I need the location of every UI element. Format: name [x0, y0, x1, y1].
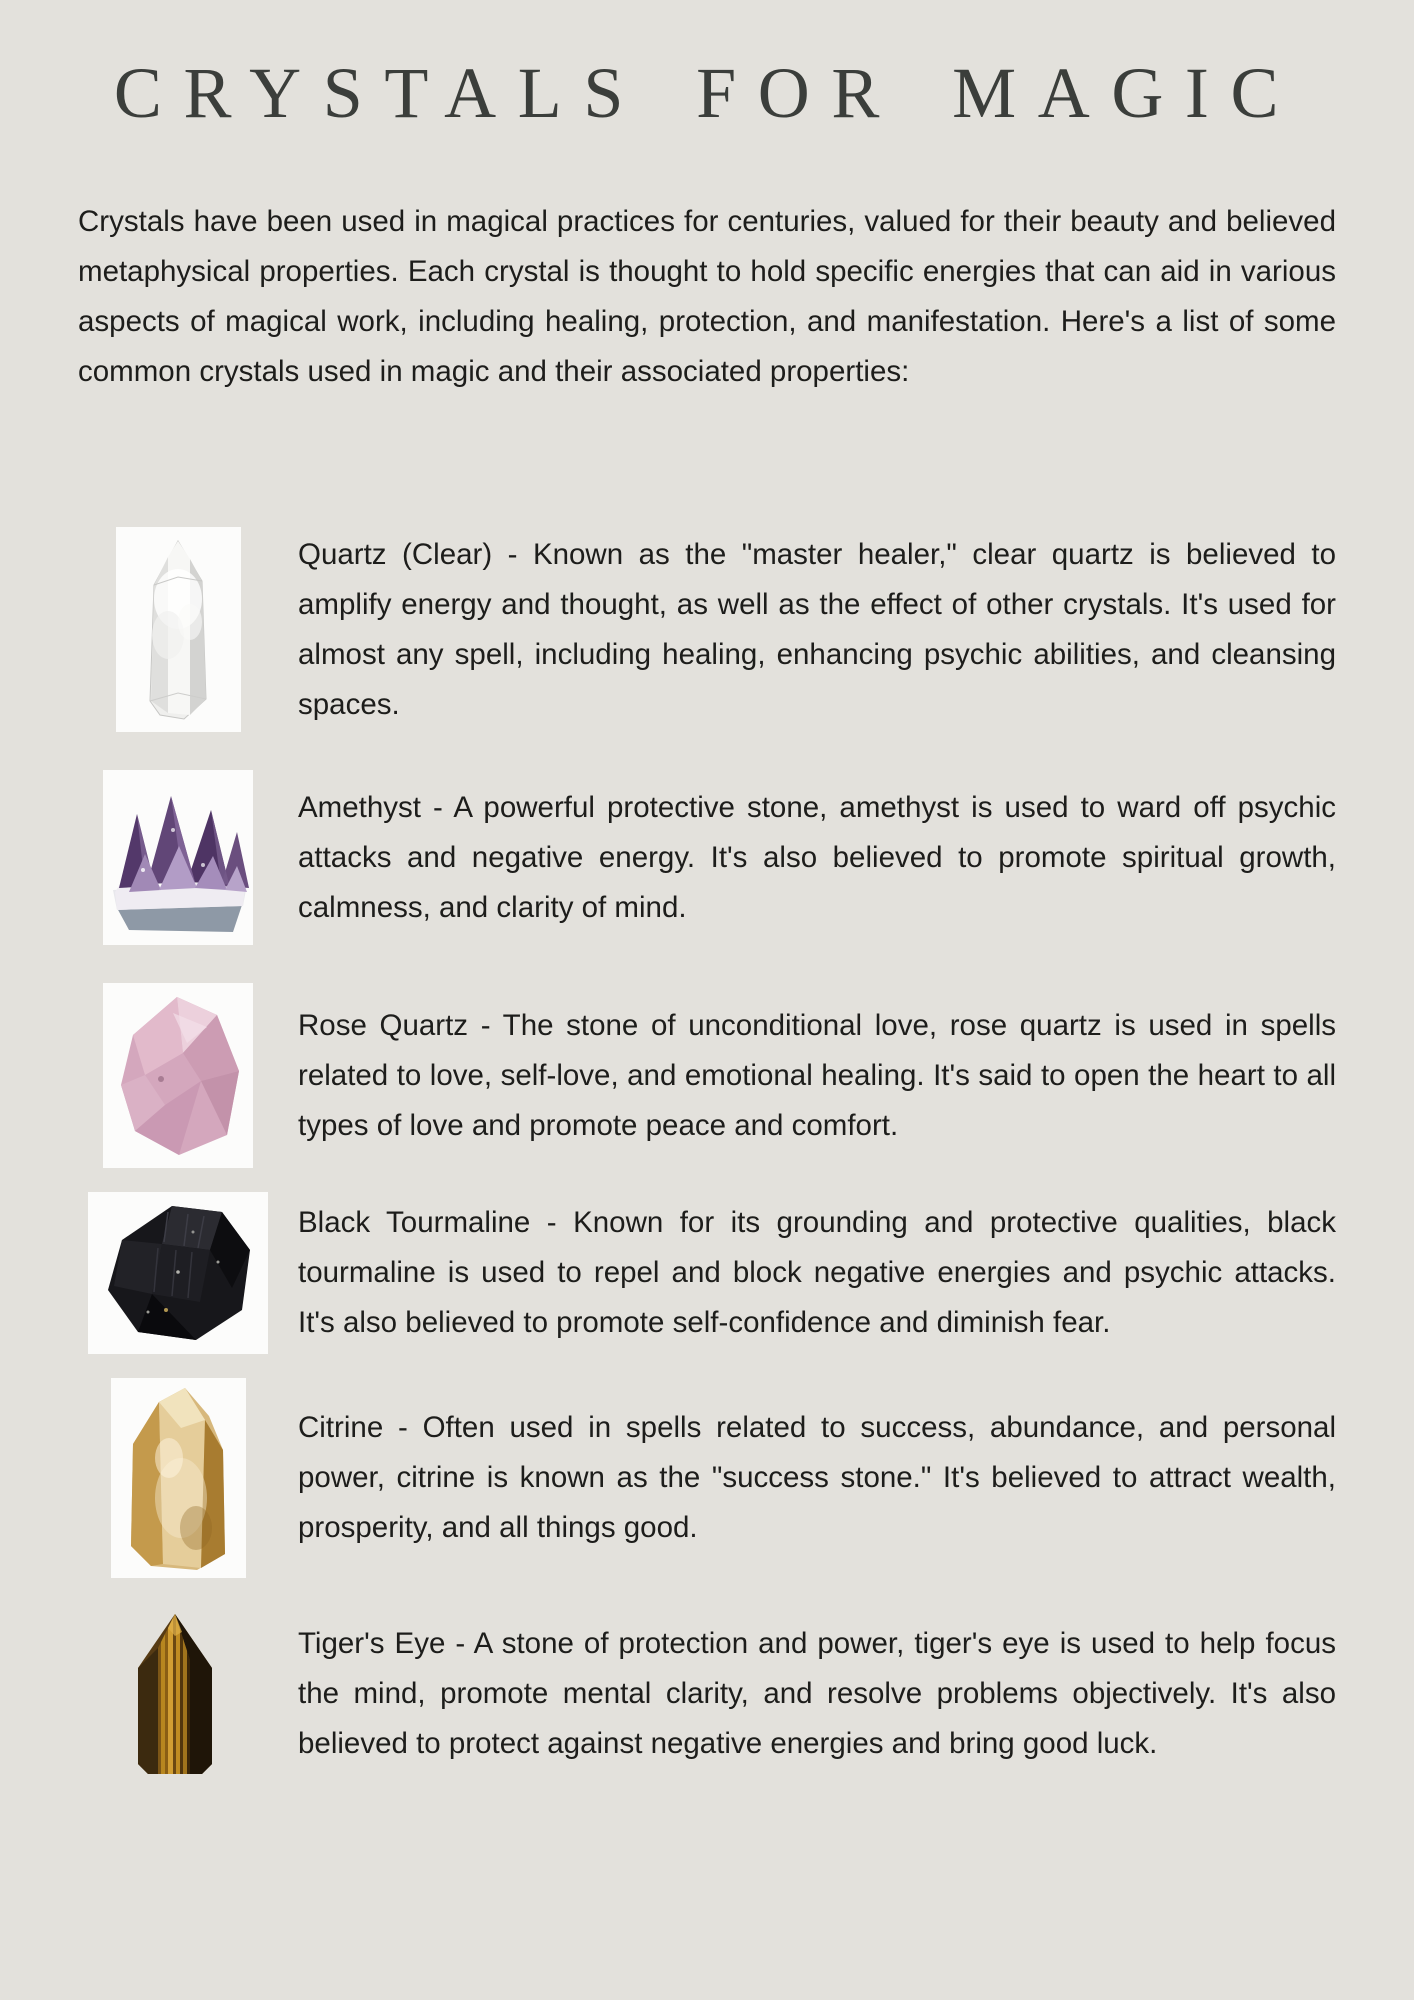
crystal-name: Quartz (Clear) [298, 537, 493, 571]
crystal-name: Rose Quartz [298, 1008, 469, 1042]
rose-quartz-icon [103, 983, 253, 1168]
crystal-description [298, 1001, 1336, 1151]
crystal-entry-rose-quartz [78, 983, 1336, 1168]
name-separator: - [420, 790, 454, 824]
crystal-text: A stone of protection and power, tiger's eye is used to help focus the mind, promote mental clarity, and resolve problems objectively. It's also believed to protect against negative energies and bring good luck. [298, 1626, 1336, 1760]
crystal-name: Citrine [298, 1411, 384, 1444]
tigers-eye-icon [128, 1606, 228, 1781]
crystal-description [298, 530, 1336, 730]
amethyst-image [103, 770, 253, 945]
crystal-image-column [78, 770, 278, 945]
crystal-entry-tigers-eye [78, 1606, 1336, 1781]
crystal-text: A powerful protective stone, amethyst is used to ward off psychic attacks and negative energy. It's also believed to promote spiritual growth, calmness, and clarity of mind. [298, 790, 1336, 924]
crystal-image-column [78, 983, 278, 1168]
crystal-list [78, 527, 1336, 1781]
clear-quartz-image [116, 527, 241, 732]
black-tourmaline-image [88, 1192, 268, 1354]
crystal-text: Known as the "master healer," clear quartz is believed to amplify energy and thought, as well as the effect of other crystals. It's used for almost any spell, including healing, enhancing psychic abilities, and cleansing spaces. [298, 537, 1336, 721]
name-separator: - [468, 1008, 503, 1042]
crystal-text: The stone of unconditional love, rose quartz is used in spells related to love, self-love, and emotional healing. It's said to open the heart to all types of love and promote peace and comfort. [298, 1008, 1337, 1142]
crystal-name: Black Tourmaline [298, 1206, 531, 1239]
crystal-text: Known for its grounding and protective qualities, black tourmaline is used to repel and block negative energies and psychic attacks. It's also believed to promote self-confidence and diminish fear. [298, 1206, 1336, 1339]
crystal-entry-citrine [78, 1378, 1336, 1578]
rose-quartz-image [103, 983, 253, 1168]
crystal-image-column [78, 527, 278, 732]
name-separator: - [492, 537, 533, 571]
crystal-entry-black-tourmaline [78, 1192, 1336, 1354]
crystal-image-column [78, 1378, 278, 1578]
clear-quartz-icon [116, 527, 241, 732]
black-tourmaline-icon [88, 1192, 268, 1354]
crystal-description [298, 783, 1336, 933]
citrine-image [111, 1378, 246, 1578]
crystal-text: Often used in spells related to success, abundance, and personal power, citrine is known as the "success stone." It's believed to attract wealth, prosperity, and all things good. [298, 1411, 1337, 1544]
crystal-description [298, 1403, 1336, 1553]
name-separator: - [530, 1206, 574, 1239]
amethyst-icon [103, 770, 253, 945]
page-title: CRYSTALS FOR MAGIC [113, 53, 1301, 133]
crystal-image-column [78, 1606, 278, 1781]
crystal-name: Tiger's Eye [298, 1626, 446, 1660]
tigers-eye-image [128, 1606, 228, 1781]
intro-paragraph: Crystals have been used in magical practices for centuries, valued for their beauty and believed metaphysical properties. Each crystal is thought to hold specific energies that can aid in various aspects of magical work, including healing, protection, and manifestation. Here's a list of some common crystals used in magic and their associated properties: [78, 205, 1336, 388]
crystal-entry-amethyst [78, 770, 1336, 945]
crystal-description [298, 1198, 1336, 1348]
name-separator: - [445, 1626, 474, 1660]
crystal-entry-quartz [78, 527, 1336, 732]
crystal-image-column [78, 1192, 278, 1354]
crystal-name: Amethyst [298, 790, 421, 824]
citrine-icon [111, 1378, 246, 1578]
name-separator: - [383, 1411, 423, 1444]
crystal-description [298, 1619, 1336, 1769]
